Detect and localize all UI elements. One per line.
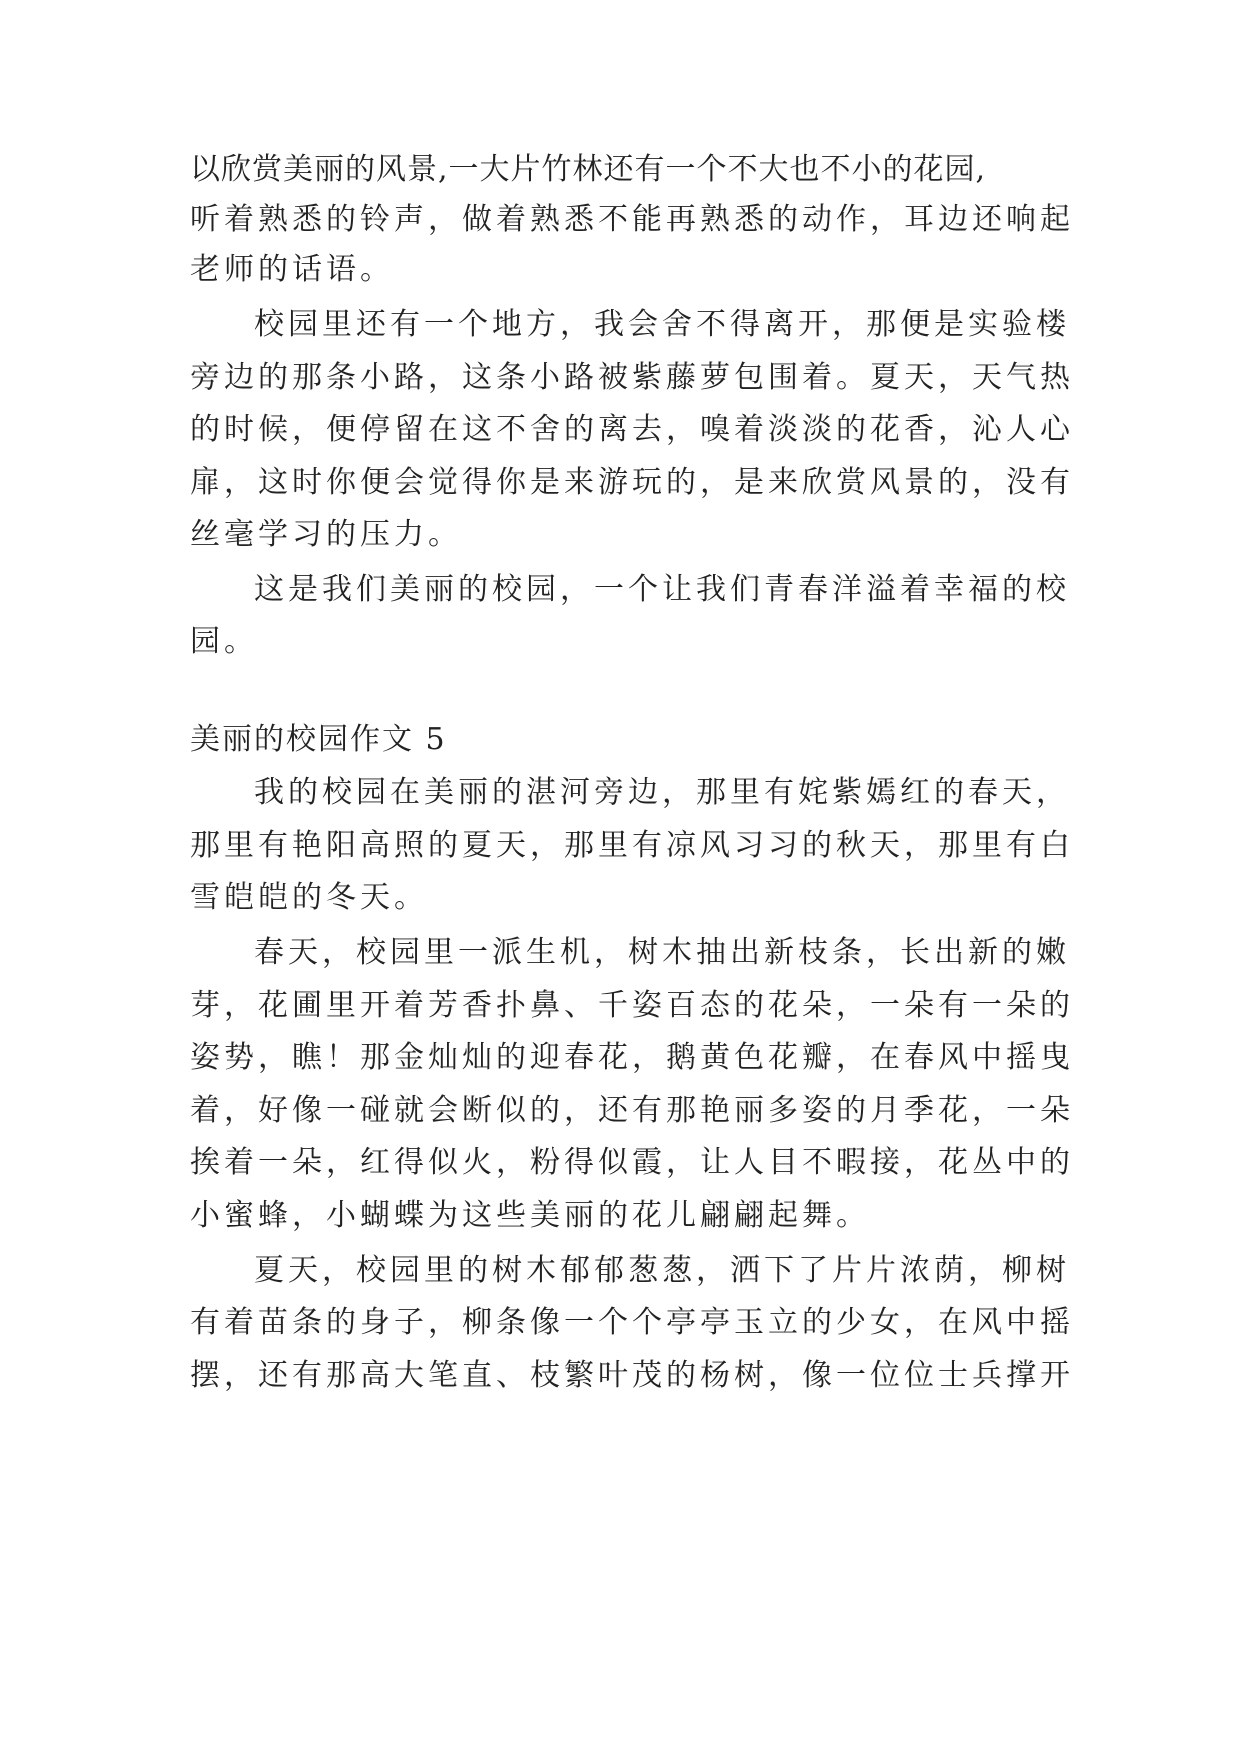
paragraph-line: 小蜜蜂，小蝴蝶为这些美丽的花儿翩翩起舞。 <box>190 1198 870 1233</box>
paragraph-line: 这是我们美丽的校园，一个让我们青春洋溢着幸福的校 <box>254 572 1070 607</box>
paragraph-line: 夏天，校园里的树木郁郁葱葱，洒下了片片浓荫，柳树 <box>254 1253 1070 1288</box>
paragraph-line: 摆，还有那高大笔直、枝繁叶茂的杨树，像一位位士兵撑开 <box>190 1358 1074 1393</box>
paragraph-line: 春天，校园里一派生机，树木抽出新枝条，长出新的嫩 <box>254 935 1070 970</box>
paragraph-line: 有着苗条的身子，柳条像一个个亭亭玉立的少女，在风中摇 <box>190 1305 1074 1340</box>
paragraph-line: 的时候，便停留在这不舍的离去，嗅着淡淡的花香，沁人心 <box>190 412 1074 447</box>
essay-title: 美丽的校园作文 5 <box>190 722 447 757</box>
paragraph-line: 那里有艳阳高照的夏天，那里有凉风习习的秋天，那里有白 <box>190 828 1074 863</box>
paragraph-line: 扉，这时你便会觉得你是来游玩的，是来欣赏风景的，没有 <box>190 465 1074 500</box>
paragraph-line: 挨着一朵，红得似火，粉得似霞，让人目不暇接，花丛中的 <box>190 1145 1074 1180</box>
paragraph-line: 校园里还有一个地方，我会舍不得离开，那便是实验楼 <box>254 307 1070 342</box>
paragraph-line: 园。 <box>190 624 258 659</box>
paragraph-line: 芽，花圃里开着芳香扑鼻、千姿百态的花朵，一朵有一朵的 <box>190 988 1074 1023</box>
paragraph-line: 雪皑皑的冬天。 <box>190 880 428 915</box>
paragraph-line: 以欣赏美丽的风景,一大片竹林还有一个不大也不小的花园, <box>190 152 987 187</box>
paragraph-line: 我的校园在美丽的湛河旁边，那里有姹紫嫣红的春天， <box>254 775 1070 810</box>
paragraph-line: 着，好像一碰就会断似的，还有那艳丽多姿的月季花，一朵 <box>190 1093 1074 1128</box>
paragraph-line: 丝毫学习的压力。 <box>190 517 462 552</box>
paragraph-line: 旁边的那条小路，这条小路被紫藤萝包围着。夏天，天气热 <box>190 360 1074 395</box>
paragraph-line: 听着熟悉的铃声，做着熟悉不能再熟悉的动作，耳边还响起 <box>190 202 1074 237</box>
paragraph-line: 老师的话语。 <box>190 252 394 287</box>
paragraph-line: 姿势，瞧！那金灿灿的迎春花，鹅黄色花瓣，在春风中摇曳 <box>190 1040 1074 1075</box>
